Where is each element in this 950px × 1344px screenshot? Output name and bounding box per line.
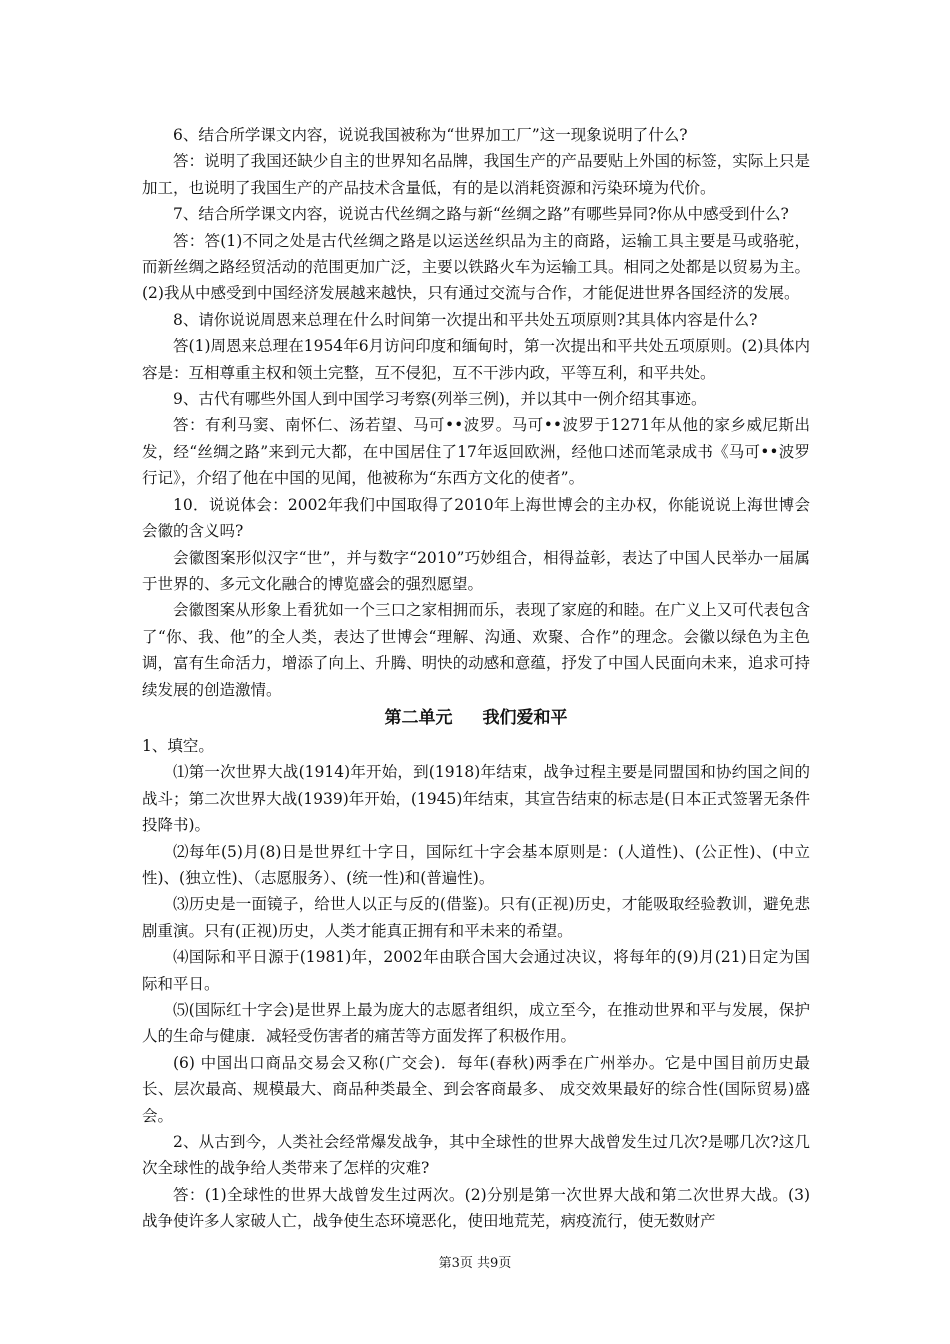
paragraph: 答：说明了我国还缺少自主的世界知名品牌，我国生产的产品要贴上外国的标签，实际上只是加工，也说明了我国生产的产品技术含量低，有的是以消耗资源和污染环境为代价。 — [142, 152, 810, 197]
paragraph: (6) 中国出口商品交易会又称(广交会)．每年(春秋)两季在广州举办。它是中国目前历史最长、层次最高、规模最大、商品种类最全、到会客商最多、 成交效果最好的综合性(国际贸易)盛会。 — [142, 1053, 810, 1125]
paragraph: ⑴第一次世界大战(1914)年开始，到(1918)年结束，战争过程主要是同盟国和协约国之间的战斗；第二次世界大战(1939)年开始，(1945)年结束，其宣告结束的标志是(日本正式签署无条件投降书)。 — [142, 763, 810, 835]
paragraph: 答：答(1)不同之处是古代丝绸之路是以运送丝织品为主的商路，运输工具主要是马或骆驼，而新丝绸之路经贸活动的范围更加广泛，主要以铁路火车为运输工具。相同之处都是以贸易为主。(2)我从中感受到中国经济发展越来越快，只有通过交流与合作，才能促进世界各国经济的发展。 — [142, 231, 810, 303]
paragraph: 10．说说体会：2002年我们中国取得了2010年上海世博会的主办权，你能说说上海世博会会徽的含义吗? — [142, 495, 810, 541]
paragraph: 2、从古到今，人类社会经常爆发战争，其中全球性的世界大战曾发生过几次?是哪几次?这几次全球性的战争给人类带来了怎样的灾难? — [142, 1133, 810, 1178]
paragraph: 8、请你说说周恩来总理在什么时间第一次提出和平共处五项原则?其具体内容是什么? — [173, 310, 758, 329]
unit-title: 我们爱和平 — [482, 707, 568, 728]
paragraph: 会徽图案从形象上看犹如一个三口之家相拥而乐，表现了家庭的和睦。在广义上又可代表包含了“你、我、他”的全人类，表达了世博会“理解、沟通、欢聚、合作”的理念。会徽以绿色为主色调，富有生命活力，增添了向上、升腾、明快的动感和意蕴，抒发了中国人民面向未来，追求可持续发展的创造激情。 — [142, 601, 810, 699]
unit-heading — [142, 703, 810, 733]
paragraph: 会徽图案形似汉字“世”，并与数字“2010”巧妙组合，相得益彰，表达了中国人民举办一届属于世界的、多元文化融合的博览盛会的强烈愿望。 — [142, 548, 810, 593]
paragraph: ⑷国际和平日源于(1981)年，2002年由联合国大会通过决议，将每年的(9)月(21)日定为国际和平日。 — [142, 948, 810, 993]
document-body — [142, 122, 810, 1235]
paragraph: 7、结合所学课文内容，说说古代丝绸之路与新“丝绸之路”有哪些异同?你从中感受到什么? — [173, 205, 789, 224]
paragraph: 1、填空。 — [142, 736, 214, 755]
paragraph: 答：有利马窦、南怀仁、汤若望、马可••波罗。马可••波罗于1271年从他的家乡威尼斯出发，经“丝绸之路”来到元大都，在中国居住了17年返回欧洲，经他口述而笔录成书《马可••波罗行记》，介绍了他在中国的见闻，他被称为“东西方文化的使者”。 — [142, 416, 810, 488]
paragraph: ⑵每年(5)月(8)日是世界红十字日，国际红十字会基本原则是：(人道性)、(公正性)、(中立性)、(独立性)、（志愿服务）、(统一性)和(普遍性)。 — [142, 842, 810, 887]
paragraph: 答：(1)全球性的世界大战曾发生过两次。(2)分别是第一次世界大战和第二次世界大战。(3)战争使许多人家破人亡，战争使生态环境恶化，使田地荒芜，病疫流行，使无数财产 — [142, 1185, 810, 1231]
paragraph: 6、结合所学课文内容，说说我国被称为“世界加工厂”这一现象说明了什么? — [173, 126, 688, 144]
unit-number: 第二单元 — [384, 707, 453, 728]
paragraph: 答(1)周恩来总理在1954年6月访问印度和缅甸时，第一次提出和平共处五项原则。(2)具体内容是：互相尊重主权和领土完整，互不侵犯，互不干涉内政，平等互利，和平共处。 — [142, 337, 810, 382]
unit2-answers — [142, 733, 810, 1235]
paragraph: ⑸(国际红十字会)是世界上最为庞大的志愿者组织，成立至今，在推动世界和平与发展，保护人的生命与健康．减轻受伤害者的痛苦等方面发挥了积极作用。 — [142, 1001, 810, 1046]
paragraph: ⑶历史是一面镜子，给世人以正与反的(借鉴)。只有(正视)历史，才能吸取经验教训，避免悲剧重演。只有(正视)历史，人类才能真正拥有和平未来的希望。 — [142, 895, 810, 940]
page-footer: 第3页 共9页 — [438, 1256, 512, 1271]
paragraph: 9、古代有哪些外国人到中国学习考察(列举三例)，并以其中一例介绍其事迹。 — [173, 390, 707, 409]
unit1-answers — [142, 122, 810, 703]
